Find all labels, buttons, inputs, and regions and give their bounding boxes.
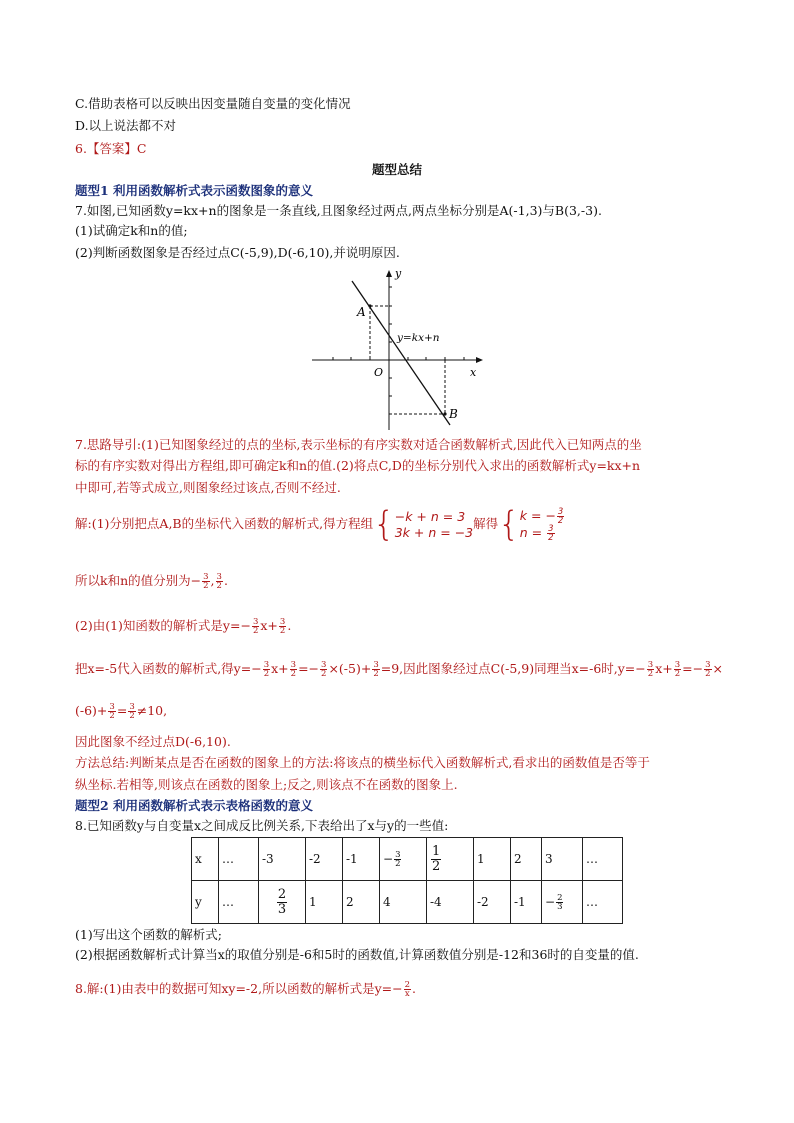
- guide-line1: 7.思路导引:(1)已知图象经过的点的坐标,表示坐标的有序实数对适合函数解析式,因此代入已知两点的坐: [75, 437, 642, 452]
- table-row-x: [192, 838, 623, 881]
- equation-system: [395, 509, 473, 541]
- sub-a: 把x=-5代入函数的解析式,得y=−: [75, 661, 262, 676]
- result-k: k = −: [519, 507, 556, 523]
- type1-heading: 题型1 利用函数解析式表示函数图象的意义: [75, 183, 314, 198]
- substitution-line2: (-6)+ $\frac{3}{2}$ = $\frac{3}{2}$ ≠10,: [75, 702, 168, 721]
- label-x-axis: x: [470, 366, 477, 379]
- option-d: D.以上说法都不对: [75, 118, 177, 133]
- solution-2: (2)由(1)知函数的解析式是y=− $\frac{3}{2}$ x+ $\frac{3}{2}$ .: [75, 617, 292, 636]
- section-title: 题型总结: [371, 162, 422, 177]
- sub-e: =9,因此图象经过点C(-5,9)同理当x=-6时,y=−: [380, 661, 646, 676]
- guide-line3: 中即可,若等式成立,则图象经过该点,否则不经过.: [75, 480, 341, 495]
- label-y-axis: y: [395, 267, 402, 280]
- table-cell: …: [583, 881, 623, 924]
- sub-b: x+: [271, 661, 289, 676]
- table-cell: -2: [474, 881, 511, 924]
- sub-d: ×(-5)+: [328, 661, 372, 676]
- table-cell: 2: [343, 881, 380, 924]
- table-cell: $\frac{1}{2}$: [427, 838, 474, 881]
- table-cell: 4: [380, 881, 427, 924]
- table-cell: y: [192, 881, 219, 924]
- type2-heading: 题型2 利用函数解析式表示表格函数的意义: [75, 798, 314, 813]
- question-8-part1: (1)写出这个函数的解析式;: [75, 927, 222, 942]
- question-7-part2: (2)判断函数图象是否经过点C(-5,9),D(-6,10),并说明原因.: [75, 245, 400, 260]
- question-7-part1: (1)试确定k和n的值;: [75, 223, 188, 238]
- table-cell: − $\frac{2}{3}$: [542, 881, 583, 924]
- table-row-y: [192, 881, 623, 924]
- eq2: 3k + n = −3: [394, 524, 474, 540]
- sub2-b: =: [116, 703, 128, 718]
- table-cell: …: [219, 881, 259, 924]
- point-b: [443, 412, 446, 415]
- sub-c: =−: [298, 661, 320, 676]
- solution-8: 8.解:(1)由表中的数据可知xy=-2,所以函数的解析式是y=− $\frac{2}{x}$ .: [75, 980, 416, 999]
- method-line2: 纵坐标.若相等,则该点在函数的图象上;反之,则该点不在函数的图象上.: [75, 777, 458, 792]
- sub2-a: (-6)+: [75, 703, 108, 718]
- solution-8-text: 8.解:(1)由表中的数据可知xy=-2,所以函数的解析式是y=−: [75, 981, 403, 996]
- table-cell: …: [219, 838, 259, 881]
- table-cell: 2: [511, 838, 542, 881]
- table-cell: -1: [511, 881, 542, 924]
- label-b: B: [449, 407, 458, 421]
- sub-f: x+: [655, 661, 673, 676]
- table-cell: -4: [427, 881, 474, 924]
- eq1: −k + n = 3: [394, 508, 466, 524]
- answer-6: 6.【答案】C: [75, 141, 147, 156]
- table-cell: -3: [259, 838, 306, 881]
- solution-1-mid: 解得: [473, 516, 499, 531]
- table-cell: 3: [542, 838, 583, 881]
- table-cell: 1: [474, 838, 511, 881]
- sub-g: =−: [682, 661, 704, 676]
- solution-2-text: (2)由(1)知函数的解析式是y=−: [75, 618, 251, 633]
- solution-1: 解:(1)分别把点A,B的坐标代入函数的解析式,得方程组{−k + n = 3 3k + n = −3解得{k = − $\frac{3}{2}$ n = $\frac{3}{2}$: [75, 504, 564, 545]
- sub2-c: ≠10,: [136, 703, 168, 718]
- guide-line2: 标的有序实数对得出方程组,即可确定k和n的值.(2)将点C,D的坐标分别代入求出的函数解析式y=kx+n: [75, 458, 641, 473]
- table-cell: 1: [306, 881, 343, 924]
- question-8-part2: (2)根据函数解析式计算当x的取值分别是-6和5时的函数值,计算函数值分别是-12和36时的自变量的值.: [75, 947, 639, 962]
- label-equation: y=kx+n: [397, 332, 440, 344]
- table-cell: − $\frac{3}{2}$: [380, 838, 427, 881]
- question-8: 8.已知函数y与自变量x之间成反比例关系,下表给出了x与y的一些值:: [75, 818, 449, 833]
- function-line: [352, 281, 450, 425]
- label-a: A: [357, 305, 366, 319]
- line-graph: [308, 265, 488, 435]
- solution-1-text: 解:(1)分别把点A,B的坐标代入函数的解析式,得方程组: [75, 516, 374, 531]
- option-c: C.借助表格可以反映出因变量随自变量的变化情况: [75, 96, 351, 111]
- method-line1: 方法总结:判断某点是否在函数的图象上的方法:将该点的横坐标代入函数解析式,看求出的函数值是否等于: [75, 755, 650, 770]
- label-origin: O: [374, 366, 384, 379]
- table-cell: -1: [343, 838, 380, 881]
- so-text: 所以k和n的值分别为−: [75, 573, 202, 588]
- table-cell: x: [192, 838, 219, 881]
- question-7: 7.如图,已知函数y=kx+n的图象是一条直线,且图象经过两点,两点坐标分别是A(-1,3)与B(3,-3).: [75, 203, 602, 218]
- point-a: [368, 304, 371, 307]
- xy-table: [191, 837, 623, 924]
- table-cell: -2: [306, 838, 343, 881]
- so-line: 所以k和n的值分别为− $\frac{3}{2}$ , $\frac{3}{2}$ .: [75, 572, 228, 591]
- result-n: n =: [519, 524, 547, 540]
- substitution-line: 把x=-5代入函数的解析式,得y=− $\frac{3}{2}$ x+ $\frac{3}{2}$ =− $\frac{3}{2}$ ×(-5)+ $\frac{3}{2}$ =9,因此图象经过点C(-5,9)同理当x=-6时,y=− $\frac{3}{2}$ x+ $\frac{3}{2}$ =− $\frac{3}{2}$ ×: [75, 660, 723, 679]
- sub-h: ×: [712, 661, 723, 676]
- result-system: k = − $\frac{3}{2}$ n = $\frac{3}{2}$: [519, 506, 564, 543]
- not-d-line: 因此图象不经过点D(-6,10).: [75, 734, 231, 749]
- table-cell: $\frac{2}{3}$: [259, 881, 306, 924]
- table-cell: …: [583, 838, 623, 881]
